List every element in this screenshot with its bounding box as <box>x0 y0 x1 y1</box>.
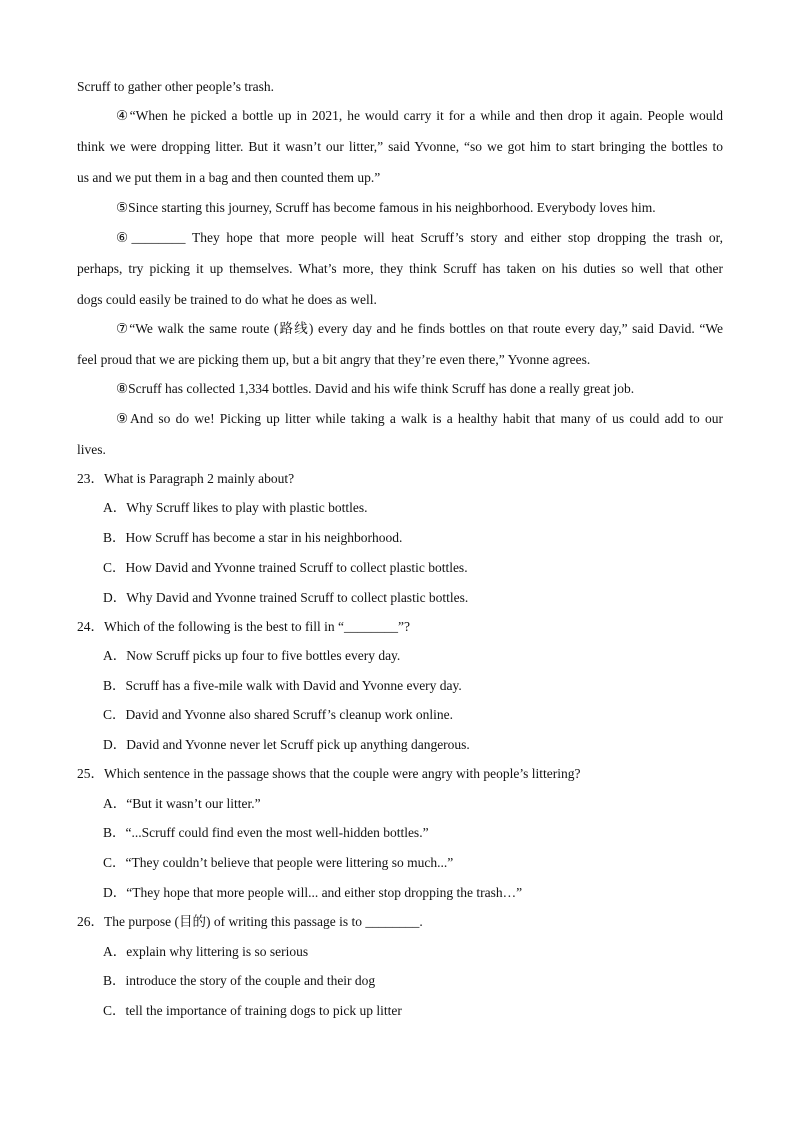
paragraph-4-line: think we were dropping litter. But it wasn’t our litter,” said Yvonne, “so we got him to start bringing the bottles to <box>77 139 723 154</box>
question-24-option-d: D．David and Yvonne never let Scruff pick up anything dangerous. <box>103 737 470 752</box>
question-25-option-c: C．“They couldn’t believe that people were littering so much...” <box>103 855 454 870</box>
paragraph-7-line: feel proud that we are picking them up, but a bit angry that they’re even there,” Yvonne agrees. <box>77 352 591 367</box>
question-23-stem: 23．What is Paragraph 2 mainly about? <box>77 471 295 486</box>
question-25-stem: 25．Which sentence in the passage shows that the couple were angry with people’s littering? <box>77 766 581 781</box>
question-23-option-a: A．Why Scruff likes to play with plastic bottles. <box>103 500 368 515</box>
question-26-stem: 26．The purpose (目的) of writing this passage is to ________. <box>77 914 423 929</box>
paragraph-5: ⑤Since starting this journey, Scruff has become famous in his neighborhood. Everybody loves him. <box>116 200 656 215</box>
paragraph-4-line: ④“When he picked a bottle up in 2021, he would carry it for a while and then drop it again. People would <box>116 108 723 123</box>
passage-line: Scruff to gather other people’s trash. <box>77 79 274 94</box>
question-25-option-a: A．“But it wasn’t our litter.” <box>103 796 261 811</box>
question-24-option-c: C．David and Yvonne also shared Scruff’s cleanup work online. <box>103 707 453 722</box>
question-23-option-c: C．How David and Yvonne trained Scruff to collect plastic bottles. <box>103 560 468 575</box>
paragraph-8: ⑧Scruff has collected 1,334 bottles. David and his wife think Scruff has done a really great job. <box>116 381 635 396</box>
question-25-option-b: B．“...Scruff could find even the most well-hidden bottles.” <box>103 825 429 840</box>
paragraph-9-line: ⑨And so do we! Picking up litter while taking a walk is a healthy habit that many of us could add to our <box>116 411 723 426</box>
paragraph-6-line: ⑥________ They hope that more people will heat Scruff’s story and either stop dropping the trash or, <box>116 230 723 245</box>
paragraph-9-line: lives. <box>77 442 106 457</box>
paragraph-6-line: perhaps, try picking it up themselves. What’s more, they think Scruff has taken on his duties so well that other <box>77 261 723 276</box>
question-23-option-d: D．Why David and Yvonne trained Scruff to collect plastic bottles. <box>103 590 469 605</box>
question-24-stem: 24．Which of the following is the best to fill in “________”? <box>77 619 410 634</box>
paragraph-4-line: us and we put them in a bag and then counted them up.” <box>77 170 381 185</box>
question-26-option-a: A．explain why littering is so serious <box>103 944 309 959</box>
paragraph-7-line: ⑦“We walk the same route (路线) every day and he finds bottles on that route every day,” said David. “We <box>116 321 723 336</box>
question-25-option-d: D．“They hope that more people will... and either stop dropping the trash…” <box>103 885 523 900</box>
question-26-option-c: C．tell the importance of training dogs to pick up litter <box>103 1003 402 1018</box>
question-26-option-b: B．introduce the story of the couple and their dog <box>103 973 376 988</box>
question-24-option-b: B．Scruff has a five-mile walk with David and Yvonne every day. <box>103 678 462 693</box>
paragraph-6-line: dogs could easily be trained to do what he does as well. <box>77 292 377 307</box>
question-23-option-b: B．How Scruff has become a star in his neighborhood. <box>103 530 403 545</box>
question-24-option-a: A．Now Scruff picks up four to five bottles every day. <box>103 648 401 663</box>
